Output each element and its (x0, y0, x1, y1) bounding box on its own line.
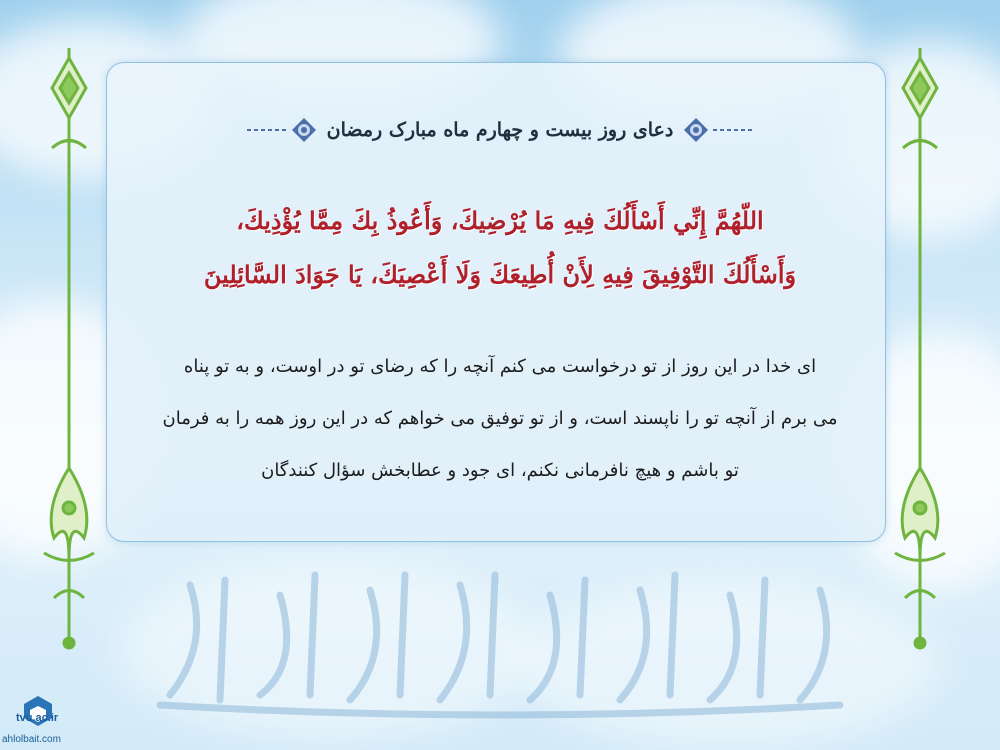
page-title: دعای روز بیست و چهارم ماه مبارک رمضان (326, 119, 674, 141)
logo-text: tvu.ac.ir (16, 712, 59, 724)
persian-line-1: ای خدا در این روز از تو درخواست می کنم آنچه را که رضای تو در اوست، و به تو پناه (183, 356, 817, 377)
title-ornament-right (683, 117, 753, 143)
logo-subtext: ahlolbait.com (2, 734, 61, 745)
calligraphy-watermark (150, 555, 850, 720)
title-ornament-left (247, 117, 317, 143)
ornament-rosette-icon (683, 117, 709, 143)
title-row (0, 113, 1000, 147)
arabic-line-1: اللّهُمَّ إِنِّي أَسْأَلُكَ فِيهِ مَا يُرْضِيكَ، وَأَعُوذُ بِكَ مِمَّا يُؤْذِيكَ، (236, 206, 764, 235)
persian-line-2: می برم از آنچه تو را ناپسند است، و از تو توفیق می خواهم که در این روز همه را به فرمان (162, 408, 838, 429)
arabic-line-2: وَأَسْأَلُكَ التَّوْفِيقَ فِيهِ لِأَنْ أُطِيعَكَ وَلَا أَعْصِيَكَ، يَا جَوَادَ السَّائِلِينَ (203, 260, 797, 289)
ornament-rosette-icon (291, 117, 317, 143)
persian-line-3: تو باشم و هیچ نافرمانی نکنم، ای جود و عطابخش سؤال کنندگان (261, 460, 739, 481)
